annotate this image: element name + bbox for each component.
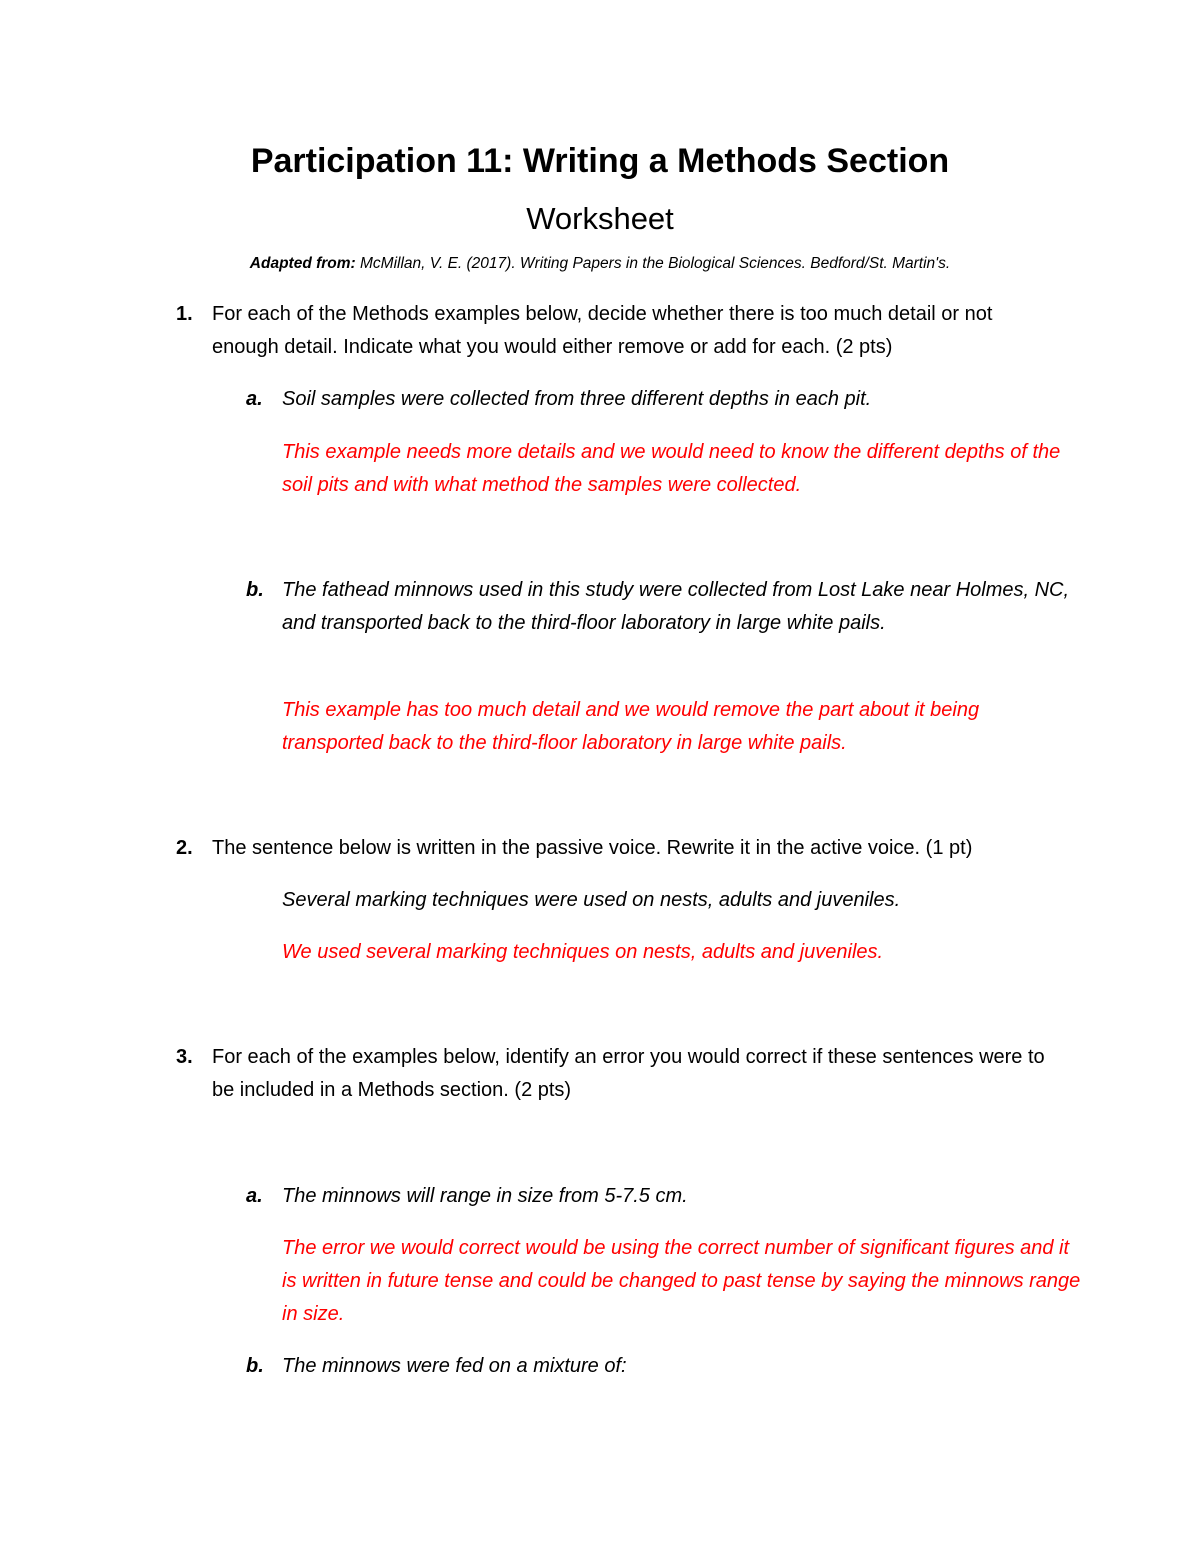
question-1a — [246, 383, 1076, 416]
question-1b — [246, 574, 1076, 640]
question-3b — [246, 1350, 1076, 1383]
question-prompt: The sentence below is written in the passive voice. Rewrite it in the active voice. (1 pt) — [212, 837, 973, 859]
question-3 — [176, 1041, 1056, 1107]
passive-sentence: Several marking techniques were used on nests, adults and juveniles. — [282, 889, 901, 911]
question-prompt: For each of the examples below, identify an error you would correct if these sentences were to be included in a Methods section. (2 pts) — [212, 1046, 1045, 1101]
item-text: The fathead minnows used in this study were collected from Lost Lake near Holmes, NC, and transported back to the third-floor laboratory in large white pails. — [282, 579, 1070, 634]
answer-1a: This example needs more details and we would need to know the different depths of the soil pits and with what method the samples were collected. — [282, 441, 1061, 496]
item-letter: b. — [246, 1355, 264, 1377]
page-title: Participation 11: Writing a Methods Section — [250, 142, 950, 180]
question-number: 1. — [176, 303, 193, 325]
item-letter: b. — [246, 579, 264, 601]
citation-label: Adapted from: — [249, 255, 356, 272]
item-letter: a. — [246, 1185, 263, 1207]
item-text: Soil samples were collected from three different depths in each pit. — [282, 388, 872, 410]
answer-2: We used several marking techniques on nests, adults and juveniles. — [282, 941, 884, 963]
item-text: The minnows will range in size from 5-7.5 cm. — [282, 1185, 688, 1207]
citation — [0, 255, 1200, 273]
question-1 — [176, 298, 1056, 364]
page-subtitle: Worksheet — [526, 201, 674, 236]
item-text: The minnows were fed on a mixture of: — [282, 1355, 627, 1377]
question-prompt: For each of the Methods examples below, decide whether there is too much detail or not enough detail. Indicate what you would either remove or add for each. (2 pts) — [212, 303, 993, 358]
answer-1b: This example has too much detail and we would remove the part about it being transported back to the third-floor laboratory in large white pails. — [282, 699, 980, 754]
question-number: 3. — [176, 1046, 193, 1068]
item-letter: a. — [246, 388, 263, 410]
answer-3a: The error we would correct would be using the correct number of significant figures and it is written in future tense and could be changed to past tense by saying the minnows range in size. — [282, 1237, 1081, 1325]
citation-text: McMillan, V. E. (2017). Writing Papers in the Biological Sciences. Bedford/St. Martin's. — [355, 255, 951, 272]
question-2 — [176, 832, 1056, 865]
question-number: 2. — [176, 837, 193, 859]
question-3a — [246, 1180, 1076, 1213]
